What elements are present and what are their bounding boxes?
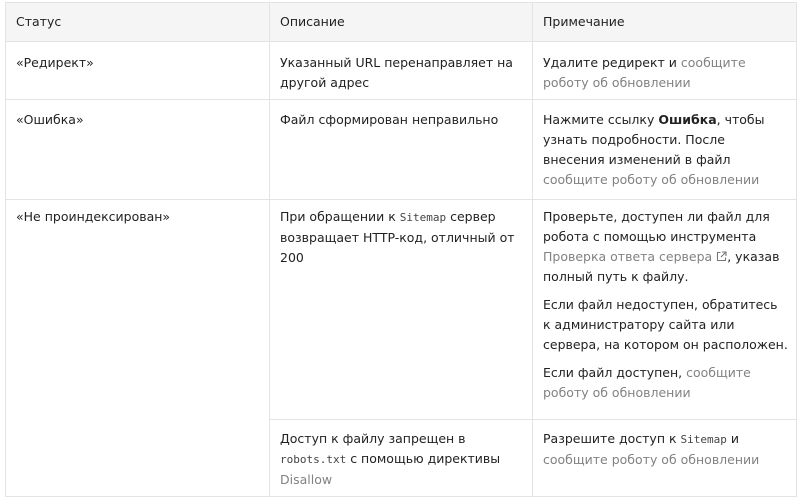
- desc-text: с помощью директивы: [346, 451, 501, 466]
- row-error-description: Файл сформирован неправильно: [280, 112, 499, 127]
- row-redirect-note: [533, 53, 796, 93]
- desc-text: При обращении к: [280, 209, 400, 224]
- error-keyword: Ошибка: [658, 112, 717, 127]
- row-error-status: «Ошибка»: [16, 112, 84, 127]
- note-text: Удалите редирект и: [543, 55, 681, 70]
- header-description: Описание: [280, 14, 345, 29]
- row-redirect-description: Указанный URL перенаправляет на другой адрес: [280, 55, 513, 90]
- row-not-indexed-note: [533, 207, 796, 403]
- note-text: Проверьте, доступен ли файл для робота с помощью инструмента: [543, 209, 770, 244]
- notify-robot-link[interactable]: сообщите роботу об обновлении: [543, 365, 751, 400]
- row-divider: [6, 99, 796, 100]
- row-divider: [269, 419, 796, 420]
- disallow-directive: Disallow: [280, 472, 333, 487]
- code-robots-txt: robots.txt: [280, 453, 347, 466]
- note-text: Разрешите доступ к: [543, 431, 681, 446]
- notify-robot-link[interactable]: сообщите роботу об обновлении: [543, 55, 746, 90]
- note-text: , чтобы узнать подробности. После внесения изменений в файл: [543, 112, 765, 167]
- code-sitemap: Sitemap: [680, 433, 727, 446]
- note-paragraph: [543, 295, 788, 355]
- desc-text: Доступ к файлу запрещен в: [280, 431, 466, 446]
- external-link-icon[interactable]: [716, 251, 727, 262]
- row-error-note: [533, 110, 796, 190]
- notify-robot-link[interactable]: сообщите роботу об обновлении: [543, 452, 760, 467]
- row-divider: [6, 199, 796, 200]
- server-response-check-link[interactable]: Проверка ответа сервера: [543, 249, 713, 264]
- note-paragraph: [543, 207, 788, 287]
- note-text: , указав полный путь к файлу.: [543, 249, 780, 284]
- note-paragraph: [543, 363, 788, 403]
- note-text: Если файл недоступен, обратитесь к администратору сайта или сервера, на котором он расположен.: [543, 297, 788, 352]
- header-status: Статус: [16, 14, 62, 29]
- note-text: Нажмите ссылку: [543, 112, 659, 127]
- row-redirect-status: «Редирект»: [16, 55, 94, 70]
- header-note: Примечание: [543, 14, 625, 29]
- row-robots-description: [270, 429, 532, 490]
- code-sitemap: Sitemap: [399, 211, 447, 224]
- row-not-indexed-description: [270, 207, 532, 268]
- note-text: и: [726, 431, 739, 446]
- note-text: Если файл доступен,: [543, 365, 687, 380]
- row-divider: [6, 41, 796, 42]
- desc-text: сервер возвращает HTTP-код, отличный от 200: [280, 209, 515, 265]
- status-table: [5, 2, 797, 497]
- notify-robot-link[interactable]: сообщите роботу об обновлении: [543, 172, 760, 187]
- row-not-indexed-status: «Не проиндексирован»: [16, 209, 171, 224]
- row-robots-note: [533, 429, 796, 470]
